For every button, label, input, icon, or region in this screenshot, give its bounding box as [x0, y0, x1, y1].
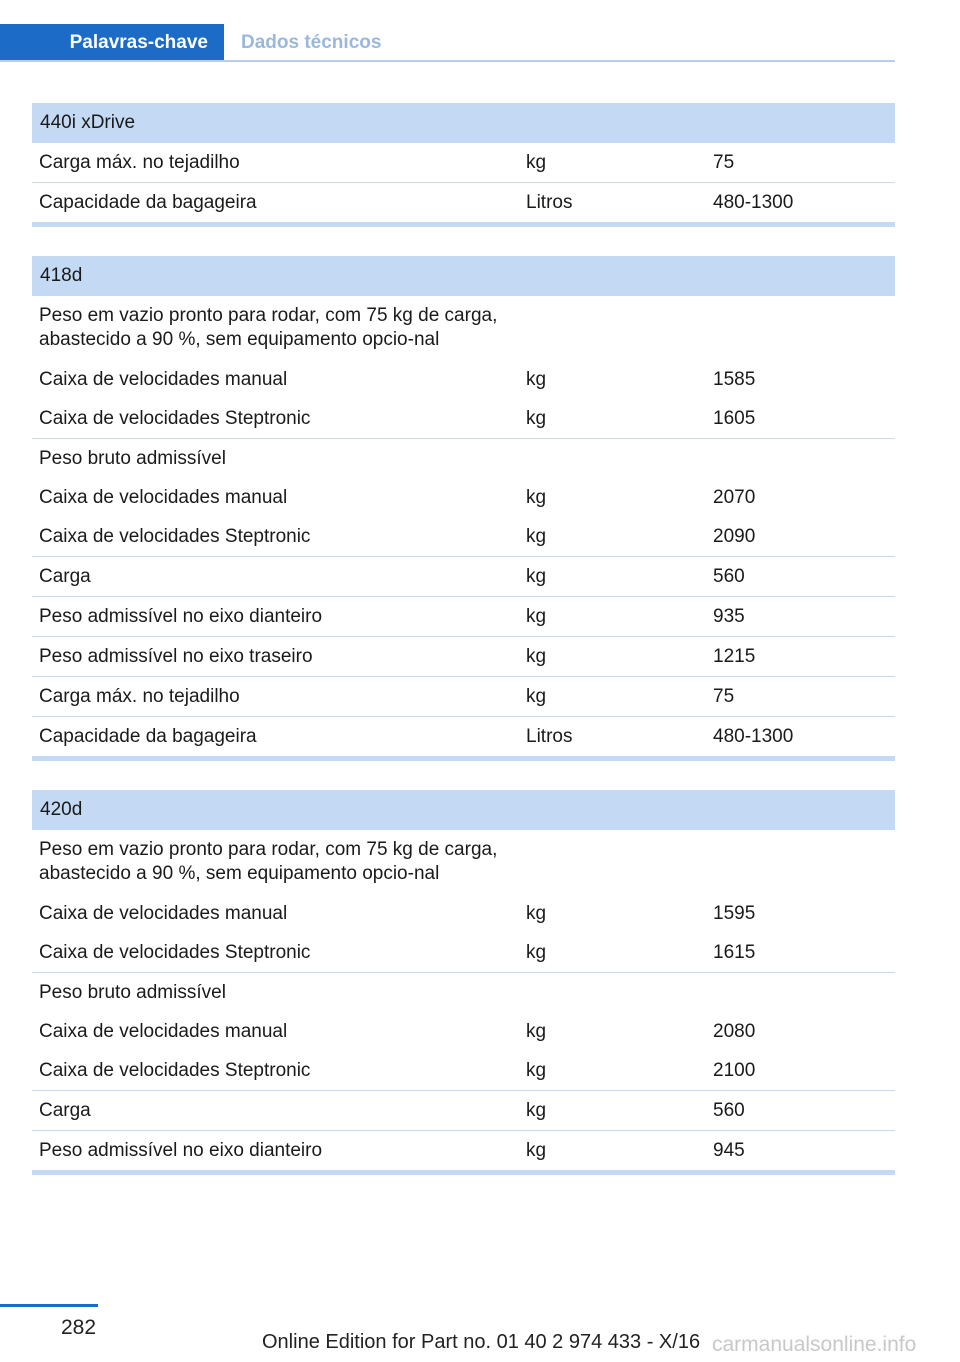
row-label: Caixa de velocidades Steptronic — [32, 399, 519, 439]
row-label: Caixa de velocidades manual — [39, 1020, 288, 1042]
row-unit: kg — [526, 486, 547, 508]
row-unit: Litros — [519, 717, 706, 759]
row-value: 1595 — [713, 902, 756, 924]
row-label: Capacidade da bagageira — [32, 183, 519, 225]
table-row — [32, 517, 895, 557]
table-row — [32, 637, 895, 677]
tab-dados-tecnicos[interactable]: Dados técnicos — [241, 32, 382, 53]
row-unit: kg — [519, 677, 706, 717]
row-value: 935 — [706, 597, 895, 637]
table-row — [32, 360, 895, 399]
table-title: 420d — [32, 790, 895, 830]
row-value: 480-1300 — [706, 717, 895, 759]
table-row — [32, 973, 895, 1013]
table-row — [32, 399, 895, 439]
table-row — [32, 1012, 895, 1051]
row-unit: kg — [519, 517, 706, 557]
page-number: 282 — [61, 1316, 97, 1339]
edition-note: Online Edition for Part no. 01 40 2 974 433 - X/16 — [262, 1331, 701, 1353]
table-title: 418d — [32, 256, 895, 296]
row-value: 560 — [706, 557, 895, 597]
table-row — [32, 1131, 895, 1173]
row-label: Carga máx. no tejadilho — [32, 677, 519, 717]
table-row — [32, 439, 895, 479]
row-value: 2080 — [713, 1020, 756, 1042]
row-unit — [519, 973, 706, 1013]
spec-tables — [32, 103, 895, 1204]
row-unit: kg — [519, 1131, 706, 1173]
spec-table — [32, 790, 895, 1175]
table-row — [32, 478, 895, 517]
row-unit: kg — [519, 399, 706, 439]
row-unit — [519, 439, 706, 479]
row-label: Capacidade da bagageira — [32, 717, 519, 759]
row-label: Caixa de velocidades manual — [39, 368, 288, 390]
table-row — [32, 717, 895, 759]
row-label: Peso em vazio pronto para rodar, com 75 kg de carga, abastecido a 90 %, sem equipamento opcio‐nal — [39, 839, 498, 884]
row-unit: kg — [519, 597, 706, 637]
row-label: Caixa de velocidades Steptronic — [32, 933, 519, 973]
row-unit: kg — [526, 902, 547, 924]
table-row — [32, 296, 895, 360]
row-value — [706, 973, 895, 1013]
row-unit: kg — [526, 368, 547, 390]
row-label: Carga — [32, 1091, 519, 1131]
table-row — [32, 1091, 895, 1131]
table-row — [32, 143, 895, 183]
tab-palavras-chave[interactable]: Palavras-chave — [0, 24, 224, 62]
row-unit — [519, 830, 706, 894]
row-label: Caixa de velocidades Steptronic — [32, 1051, 519, 1091]
row-value — [706, 439, 895, 479]
row-label: Carga máx. no tejadilho — [32, 143, 519, 183]
row-unit: kg — [519, 1091, 706, 1131]
row-value — [706, 830, 895, 894]
table-row — [32, 557, 895, 597]
row-value: 1615 — [706, 933, 895, 973]
row-label: Peso em vazio pronto para rodar, com 75 kg de carga, abastecido a 90 %, sem equipamento opcio‐nal — [39, 305, 498, 350]
spec-table — [32, 256, 895, 761]
row-value: 560 — [706, 1091, 895, 1131]
footer-rule — [0, 1304, 98, 1307]
row-unit: Litros — [519, 183, 706, 225]
header-rule — [0, 60, 895, 62]
row-value: 75 — [706, 677, 895, 717]
row-unit — [519, 296, 706, 360]
table-row — [32, 183, 895, 225]
row-unit: kg — [519, 933, 706, 973]
header-tabs — [0, 24, 895, 62]
table-row — [32, 597, 895, 637]
row-label: Caixa de velocidades manual — [39, 486, 288, 508]
row-label: Caixa de velocidades manual — [39, 902, 288, 924]
row-label: Peso bruto admissível — [39, 447, 226, 469]
row-value — [706, 296, 895, 360]
row-value: 480-1300 — [706, 183, 895, 225]
row-value: 1585 — [713, 368, 756, 390]
table-row — [32, 1051, 895, 1091]
row-unit: kg — [519, 1051, 706, 1091]
row-label: Peso admissível no eixo dianteiro — [32, 1131, 519, 1173]
row-label: Peso bruto admissível — [39, 981, 226, 1003]
row-label: Peso admissível no eixo traseiro — [32, 637, 519, 677]
row-value: 1605 — [706, 399, 895, 439]
row-value: 2090 — [706, 517, 895, 557]
row-unit: kg — [519, 557, 706, 597]
table-row — [32, 830, 895, 894]
row-value: 945 — [706, 1131, 895, 1173]
row-value: 2070 — [713, 486, 756, 508]
table-title: 440i xDrive — [32, 103, 895, 143]
row-label: Caixa de velocidades Steptronic — [32, 517, 519, 557]
row-unit: kg — [519, 637, 706, 677]
row-label: Peso admissível no eixo dianteiro — [32, 597, 519, 637]
table-row — [32, 894, 895, 933]
row-value: 1215 — [706, 637, 895, 677]
spec-table — [32, 103, 895, 227]
row-value: 2100 — [706, 1051, 895, 1091]
row-unit: kg — [526, 1020, 547, 1042]
row-value: 75 — [706, 143, 895, 183]
table-row — [32, 933, 895, 973]
watermark: carmanualsonline.info — [712, 1333, 917, 1356]
row-label: Carga — [32, 557, 519, 597]
table-row — [32, 677, 895, 717]
row-unit: kg — [519, 143, 706, 183]
